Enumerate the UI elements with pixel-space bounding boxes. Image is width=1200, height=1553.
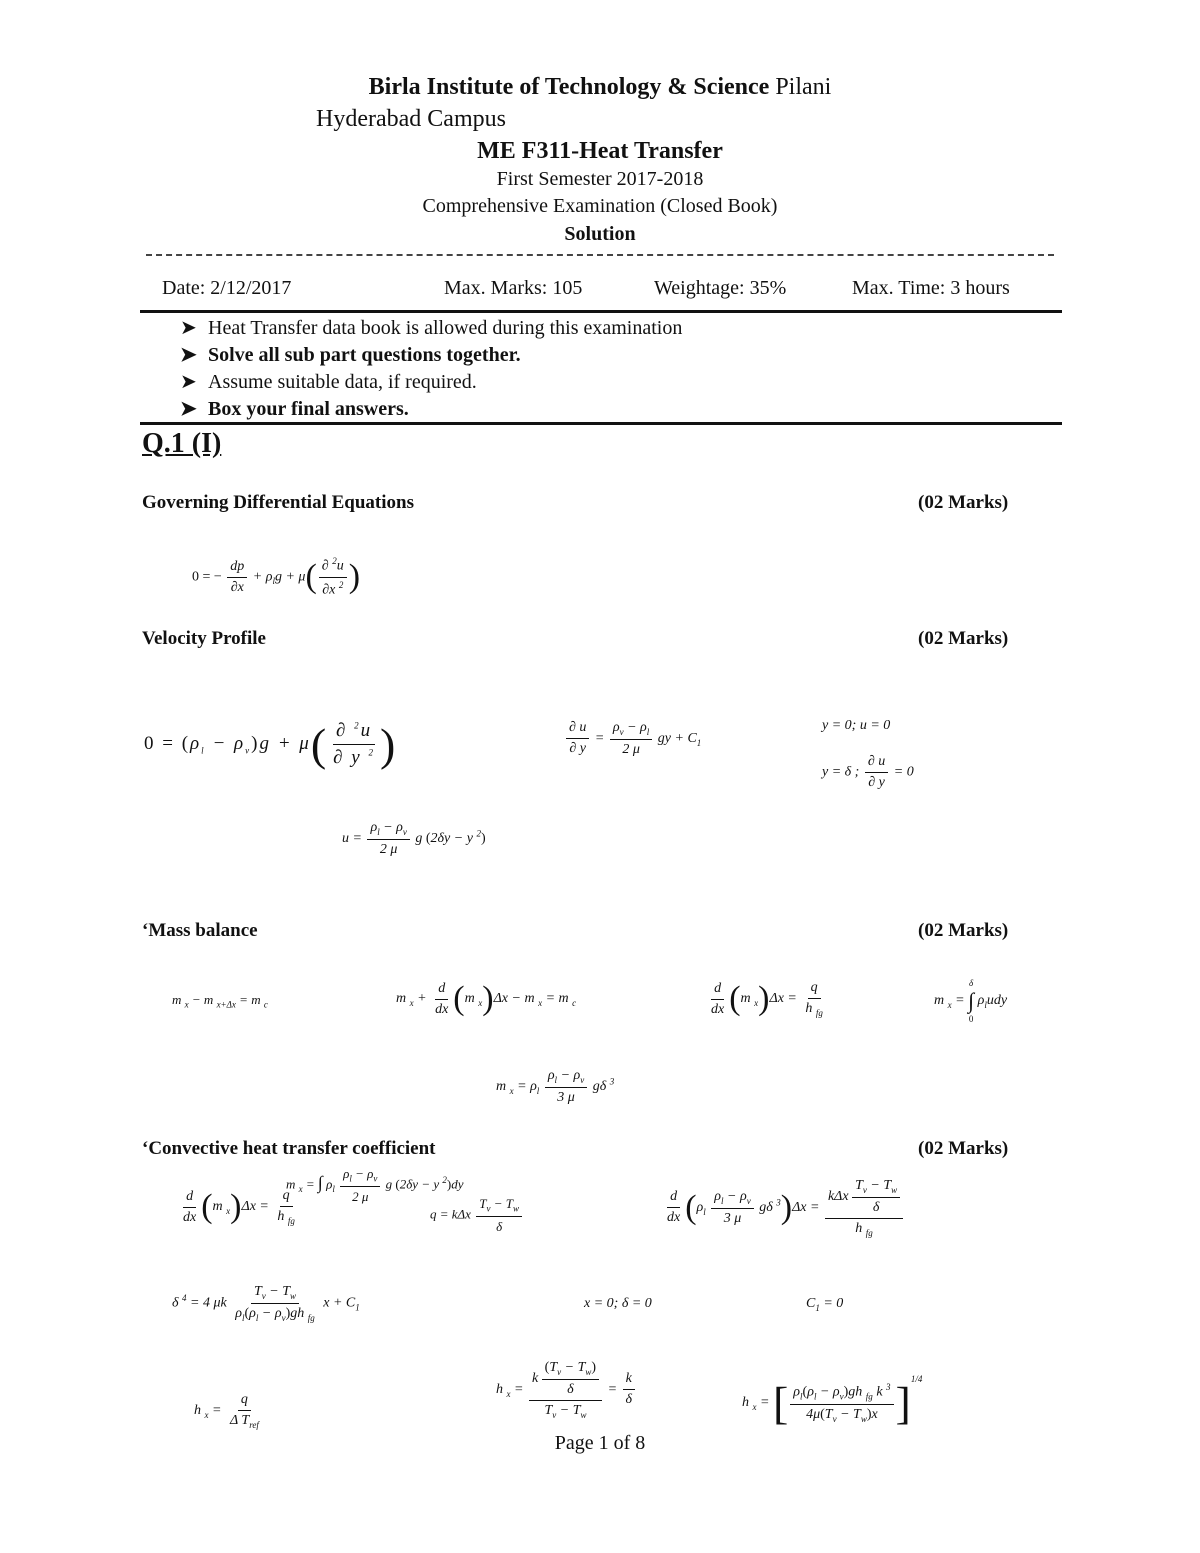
boundary-condition-wall: y = 0; u = 0 [822, 718, 891, 733]
instruction-text: Box your final answers. [208, 398, 409, 420]
equation-film-thickness: δ $^4$ = 4 μk $\frac{T_v - T_w}{\rho_l(\rho_l - \rho_v)gh _{fg}}$ $x + C_1$ [172, 1284, 360, 1323]
arrow-bullet-icon: ➤ [180, 398, 197, 420]
section-marks: (02 Marks) [918, 628, 1009, 649]
max-marks: Max. Marks: 105 [444, 277, 583, 299]
instruction-text: Solve all sub part questions together. [208, 344, 521, 366]
section-marks: (02 Marks) [918, 1138, 1009, 1159]
exam-date: Date: 2/12/2017 [162, 277, 292, 299]
weightage: Weightage: 35% [654, 277, 787, 299]
section-title: Governing Differential Equations [142, 492, 414, 513]
instruction-item [180, 315, 682, 340]
equation-condensation-rate: $\frac{d}{dx}$ (m $_x$)Δx = $\frac{q}{h _{fg}}$ [711, 980, 823, 1018]
arrow-bullet-icon: ➤ [180, 344, 197, 366]
equation-h-final: h $_x$ = [ $\frac{\rho_l(\rho_l - \rho_v)gh _{fg} k ^3}{4\mu(T_v - T_w)x}$ ]$^{1/4}$ [742, 1374, 923, 1429]
integration-constant: $C_1 = 0$ [806, 1296, 844, 1313]
instruction-text: Heat Transfer data book is allowed during this examination [208, 317, 683, 339]
instruction-text: Assume suitable data, if required. [208, 371, 477, 393]
equation-energy-balance: $\frac{d}{dx}$ ($\rho_l$ $\frac{\rho_l - \rho_v}{3 \mu}$ gδ $^3$)Δx = kΔx $\frac{T_v - T_w}{\delta}$ h $_{fg}$ [662, 1178, 905, 1238]
equation-momentum: $0 = (\rho_l - \rho_v)g + \mu$( $\frac{\partial ^2u}{\partial y ^2}$ ) [144, 719, 398, 770]
equation-mass-flow-result: m $_x = \rho_l$ $\frac{\rho_l - \rho_v}{3 \mu}$ gδ $^3$ [496, 1068, 615, 1105]
boundary-condition-interface: y = δ ; $\frac{\partial u}{\partial y}$ = 0 [822, 754, 914, 790]
boundary-condition-film: x = 0; δ = 0 [584, 1296, 652, 1311]
section-title: ‘Mass balance [142, 920, 258, 941]
institute-name [0, 74, 1200, 101]
max-time: Max. Time: 3 hours [852, 277, 1010, 299]
arrow-bullet-icon: ➤ [180, 371, 197, 393]
instruction-item [180, 342, 521, 367]
arrow-bullet-icon: ➤ [180, 317, 197, 339]
equation-velocity-profile: u = $\frac{\rho_l - \rho_v}{2 \mu}$ g (2δy − y $^2$) [342, 820, 486, 857]
exam-type: Comprehensive Examination (Closed Book) [422, 195, 778, 217]
section-title: ‘Convective heat transfer coefficient [142, 1138, 436, 1159]
equation-mass-balance-expanded: m $_x$ + $\frac{d}{dx}$ (m $_x$)Δx − m $_x$ = m $_c$ [396, 980, 577, 1017]
section-title: Velocity Profile [142, 628, 266, 649]
instruction-item [180, 369, 477, 394]
section-marks: (02 Marks) [918, 920, 1009, 941]
equation-mass-flow-integral: m $_x$ = δ ∫ 0 $\rho_ludy$ [934, 978, 1008, 1024]
institute-name-bold: Birla Institute of Technology & Science [368, 74, 770, 100]
question-title: Q.1 (I) [142, 428, 222, 459]
equation-heat-flux: q = kΔx $\frac{T_v - T_w}{\delta}$ [430, 1196, 524, 1235]
top-rule [140, 310, 1062, 313]
solution-label: Solution [564, 223, 636, 245]
instruction-item [180, 396, 409, 421]
bottom-rule [140, 422, 1062, 425]
equation-condensation-rate-2: $\frac{d}{dx}$ (m $_x$)Δx = $\frac{q}{h _{fg}}$ [183, 1188, 295, 1226]
dashed-divider [146, 254, 1054, 256]
equation-velocity-gradient: $\frac{\partial u}{\partial y}$ = $\frac{\rho_v - \rho_l}{2 \mu}$ gy + $C_1$ [564, 720, 701, 758]
equation-mass-flow-integral-2: m $_x$ = ∫ $\rho_l$ $\frac{\rho_l - \rho_v}{2 \mu}$ g (2δy − y $^2$)dy [286, 1166, 464, 1204]
semester: First Semester 2017-2018 [496, 168, 704, 190]
page-number: Page 1 of 8 [554, 1432, 646, 1454]
course-title: ME F311-Heat Transfer [477, 138, 723, 164]
campus-name: Hyderabad Campus [316, 106, 506, 132]
section-marks: (02 Marks) [918, 492, 1009, 513]
institute-name-rest: Pilani [769, 74, 832, 100]
equation-mass-balance: m $_x$ − m $_{x+\Delta x}$ = m $_c$ [172, 992, 268, 1010]
equation-h-definition: h $_x$ = $\frac{q}{\Delta T_{ref}}$ [194, 1392, 259, 1430]
equation-governing: 0 = − $\frac{dp}{\partial x}$ + $\rho_lg + \mu$( $\frac{\partial ^2u}{\partial x ^2}$ ) [192, 556, 361, 598]
equation-h-conduction: h $_x$ = k $\frac{(T_v - T_w)}{\delta}$ $T_v - T_w$ = $\frac{k}{\delta}$ [496, 1360, 637, 1420]
